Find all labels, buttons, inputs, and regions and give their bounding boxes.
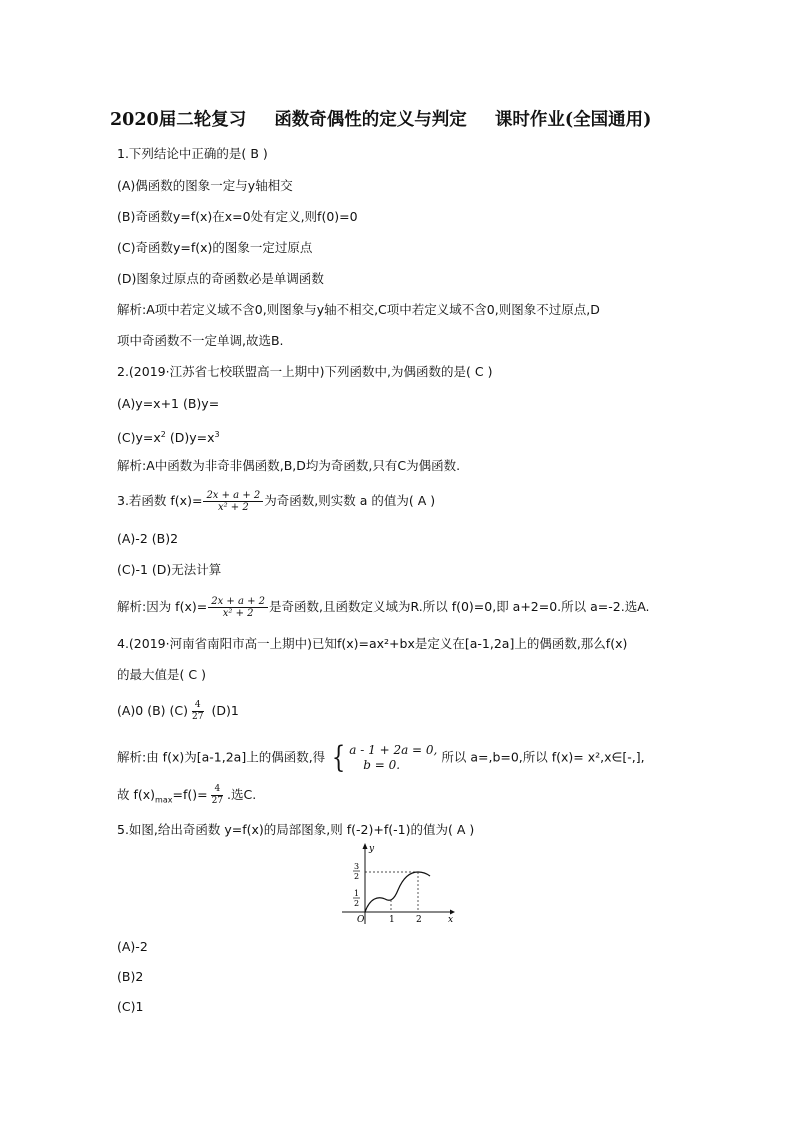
y-label-1-num: 1 [354,889,360,898]
q1-option-a: (A)偶函数的图象一定与y轴相交 [117,178,293,193]
q4-stem-line2: 的最大值是( C ) [117,667,207,682]
q5-option-b: (B)2 [117,969,144,984]
x-axis-label: x [448,915,454,925]
q1-option-d: (D)图象过原点的奇函数必是单调函数 [117,271,324,286]
q3-stem: 3.若函数 f(x)= $\frac{2x + a + 2}{\text{x² + 2}}$ 为奇函数,则实数 a 的值为( A ) [117,490,436,513]
q5-option-a: (A)-2 [117,939,148,954]
q4-stem-line1: 4.(2019·河南省南阳市高一上期中)已知f(x)=ax²+bx是定义在[a-1,2a]上的偶函数,那么f(x) [117,636,628,651]
title-part-2: 函数奇偶性的定义与判定 [274,110,467,130]
q1-analysis-line1: 解析:A项中若定义域不含0,则图象与y轴不相交,C项中若定义域不含0,则图象不过原点,D [117,302,600,317]
q4-analysis: 解析:由 f(x)为[a-1,2a]上的偶函数,得 { a - 1 + 2a = 0, b = 0. 所以 a=,b=0,所以 f(x)= x²,x∈[-,], [117,740,645,775]
q2-options-ab: (A)y=x+1 (B)y= [117,396,220,411]
q3-analysis-fraction: $\frac{2x + a + 2}{\text{x² + 2}}$ [208,596,268,619]
q1-stem: 1.下列结论中正确的是( B ) [117,146,268,161]
origin-label: O [357,915,365,925]
q4-conclusion-fraction: $\frac{4}{27}$ [211,784,224,806]
y-label-1-den: 2 [354,899,360,908]
function-graph [338,842,458,926]
q3-fraction: $\frac{2x + a + 2}{\text{x² + 2}}$ [203,490,263,513]
q3-options-cd: (C)-1 (D)无法计算 [117,562,222,577]
q2-options-cd: $(C)y=x^2$ $(D)y=x^3$ [117,430,220,446]
x-axis-arrow-icon [450,910,455,915]
title-part-1: 2020届二轮复习 [110,110,247,130]
q4-answer: C [188,667,198,682]
q2-analysis: 解析:A中函数为非奇非偶函数,B,D均为奇函数,只有C为偶函数. [117,458,461,473]
q2-answer: C [474,364,484,379]
q4-options: (A)0 (B) (C) $\frac{4}{27}$ (D)1 [117,700,239,722]
q5-stem: 5.如图,给出奇函数 y=f(x)的局部图象,则 f(-2)+f(-1)的值为( A ) [117,822,475,837]
q4-conclusion: 故 $f(x)_{max}=f()=$ $\frac{4}{27}$ .选C. [117,784,257,806]
q1-answer: B [250,146,259,161]
title-part-3: 课时作业(全国通用) [494,110,652,130]
q3-answer: A [417,493,427,508]
y-axis-label: y [369,844,375,854]
q4-option-c-fraction: $\frac{4}{27}$ [192,700,204,722]
tick-label-1: 1 [389,915,395,925]
y-label-3-num: 3 [354,862,360,871]
q2-stem: 2.(2019·江苏省七校联盟高一上期中)下列函数中,为偶函数的是( C ) [117,364,493,379]
q5-answer: A [456,822,466,837]
function-curve [365,872,430,912]
y-label-3-den: 2 [354,872,360,881]
q4-equation-system: { a - 1 + 2a = 0, b = 0. [332,740,438,775]
q3-options-ab: (A)-2 (B)2 [117,531,179,546]
q1-analysis-line2: 项中奇函数不一定单调,故选B. [117,333,284,348]
y-axis-arrow-icon [363,843,368,849]
page-title [110,106,750,131]
q3-analysis: 解析:因为 f(x)= $\frac{2x + a + 2}{\text{x² + 2}}$ 是奇函数,且函数定义域为R.所以 f(0)=0,即 a+2=0.所以 a=-2.选A. [117,596,650,619]
q1-option-b: (B)奇函数y=f(x)在x=0处有定义,则f(0)=0 [117,209,358,224]
q1-option-c: (C)奇函数y=f(x)的图象一定过原点 [117,240,313,255]
tick-label-2: 2 [416,915,422,925]
q5-option-c: (C)1 [117,999,144,1014]
